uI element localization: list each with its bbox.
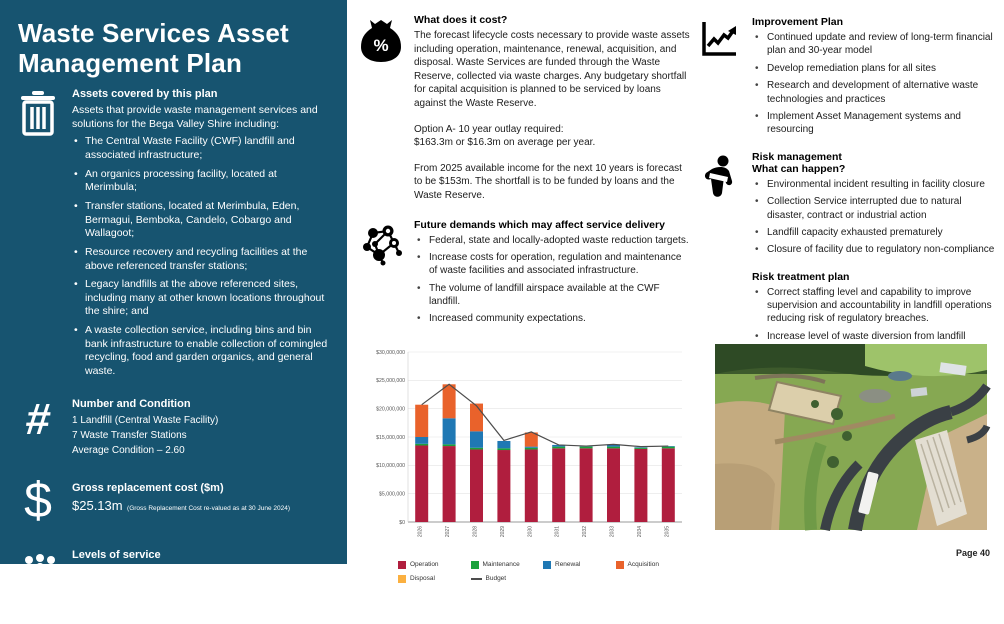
stat-line: 1 Landfill (Central Waste Facility) [72,414,219,426]
section-gross-cost [14,471,331,528]
improvement-list [752,31,996,137]
svg-text:2031: 2031 [554,525,561,537]
improvement-heading: Improvement Plan [752,16,844,28]
number-condition-heading: Number and Condition [72,397,191,410]
risk-subheading: What can happen? [752,162,846,175]
list-item: • Closure of facility due to regulatory non-compliance [752,243,996,256]
middle-column [358,0,692,583]
svg-text:2034: 2034 [636,525,643,537]
stat-line: 7 Waste Transfer Stations [72,429,187,441]
legend-swatch [398,561,406,569]
sidebar [0,0,347,619]
list-item: • Environmental incident resulting in facility closure [752,178,996,191]
risk-list [752,178,996,257]
legend-item-disposal [398,575,471,583]
legend-item-operation [398,561,471,569]
trash-bin-icon [14,88,62,383]
page-number: Page 40 [955,548,990,558]
cost-body: The forecast lifecycle costs necessary to provide waste assets including operation, maintenance, renewal, acquisition, and disposal. Waste Services are funded through the Waste Reserve, collected via waste charges. Any budgetary shortfall for capital acquisition is planned to be serviced by loans against the Waste Reserve. [414,30,690,109]
risk-treatment-section [752,271,996,344]
legend-item-acquisition [616,561,689,569]
section-levels-of-service [14,549,331,624]
assets-intro: Assets that provide waste management services and solutions for the Bega Valley Shire including: [72,104,318,131]
svg-text:2035: 2035 [664,525,671,537]
legend-swatch [471,561,479,569]
list-item: • Research and development of alternative waste technologies and practices [752,79,996,106]
cost-forecast-chart [370,344,688,583]
legend-label: Renewal [555,561,581,569]
list-item: • Increase costs for operation, regulation and maintenance of waste facilities and associated infrastructure. [414,251,692,278]
aerial-photo [715,344,987,530]
list-item: • Collection Service interrupted due to natural disaster, contract or industrial action [752,195,996,222]
list-item: • Implement Asset Management systems and resourcing [752,110,996,137]
legend-label: Maintenance [482,561,520,569]
svg-text:2030: 2030 [527,525,534,537]
legend-label: Acquisition [627,561,659,569]
svg-text:2032: 2032 [582,525,589,537]
molecule-icon [358,219,404,330]
gross-cost-note: (Gross Replacement Cost re-valued as at 30 June 2024) [127,504,290,512]
legend-line-marker [471,578,482,579]
legend-item-budget [471,575,544,583]
gross-cost-value: $25.13m [72,497,123,513]
trend-chart-icon [696,16,742,141]
future-demands-list [414,234,692,326]
legend-label: Budget [485,575,507,583]
hash-icon: # [23,394,53,444]
cost-forecast: From 2025 available income for the next 10 years is forecast to be $153m. The shortfall is to be funded by loans and the Waste Reserve. [414,162,682,201]
svg-text:2033: 2033 [609,525,616,537]
list-item: • The volume of landfill airspace available at the CWF landfill. [414,282,692,309]
chart-plot [370,344,688,552]
legend-swatch [543,561,551,569]
future-demands-section [358,219,692,330]
list-item: • A waste collection service, including bins and bin bank infrastructure to enable collection of comingled recycling, food and garden organics, and general waste. [72,324,331,379]
risk-treatment-list [752,286,996,344]
svg-text:%: % [373,36,389,55]
legend-label: Operation [410,561,439,569]
svg-text:$5,000,000: $5,000,000 [379,491,405,498]
improvement-section [696,16,996,141]
list-item: • Transfer stations, located at Merimbula, Eden, Bermagui, Bemboka, Candelo, Cobargo and Wallagoot; [72,200,331,241]
risk-heading: Risk management [752,150,842,163]
list-item: • Correct staffing level and capability to improve supervision and accountability in landfill operations reducing risk of regulatory breaches. [752,286,996,326]
cost-heading: What does it cost? [414,14,508,26]
list-item: • Increased community expectations. [414,312,692,325]
list-item: • Legacy landfills at the above referenced sites, including many at other known locations throughout the shire; and [72,278,331,319]
money-bag-icon [358,14,404,203]
svg-text:$20,000,000: $20,000,000 [376,406,405,413]
right-column [696,0,996,564]
risk-section [696,151,996,261]
dollar-icon: $ [24,471,52,528]
legend-label: Disposal [410,575,435,583]
list-item: • An organics processing facility, located at Merimbula; [72,168,331,195]
svg-text:2027: 2027 [445,525,452,537]
stat-line: Average Condition – 2.60 [72,444,185,456]
list-item: • Increase level of waste diversion from landfill [752,330,996,343]
svg-text:2026: 2026 [417,525,424,537]
assets-bullet-list [72,135,331,378]
list-item: • Landfill capacity exhausted prematurely [752,226,996,239]
legend-item-renewal [543,561,616,569]
section-assets-covered [14,88,331,383]
legend-item-maintenance [471,561,544,569]
svg-text:$15,000,000: $15,000,000 [376,434,405,441]
people-growth-icon [14,549,62,624]
cost-option-line2: $163.3m or $16.3m on average per year. [414,137,596,149]
future-demands-heading: Future demands which may affect service delivery [414,218,665,231]
risk-treatment-heading: Risk treatment plan [752,270,850,283]
list-item: • Federal, state and locally-adopted waste reduction targets. [414,234,692,247]
section-number-condition [14,394,331,458]
list-item: • Develop remediation plans for all sites [752,62,996,75]
svg-text:$0: $0 [399,519,405,526]
levels-heading: Levels of service [72,548,161,561]
legend-swatch [398,575,406,583]
list-item: • Continued update and review of long-term financial plan and 30-year model [752,31,996,58]
cost-option-line1: Option A- 10 year outlay required: [414,123,564,135]
svg-text:2029: 2029 [499,525,506,537]
levels-body: We understand that our community value investment in innovative waste management technologies and processes, a focus on public litter, greater recycling and harnessing the benefits of local waste transformation. [72,564,331,619]
list-item: • The Central Waste Facility (CWF) landfill and associated infrastructure; [72,135,331,162]
svg-text:$30,000,000: $30,000,000 [376,349,405,356]
chart-legend [370,561,688,583]
injured-person-icon [696,151,742,261]
legend-swatch [616,561,624,569]
assets-heading: Assets covered by this plan [72,88,218,101]
list-item: • Resource recovery and recycling facilities at the above referenced transfer stations; [72,246,331,273]
page-title: Waste Services Asset Management Plan [18,18,289,79]
gross-cost-heading: Gross replacement cost ($m) [72,481,224,494]
svg-text:2028: 2028 [472,525,479,537]
svg-text:$10,000,000: $10,000,000 [376,463,405,470]
cost-section [358,14,692,203]
svg-text:$25,000,000: $25,000,000 [376,378,405,385]
